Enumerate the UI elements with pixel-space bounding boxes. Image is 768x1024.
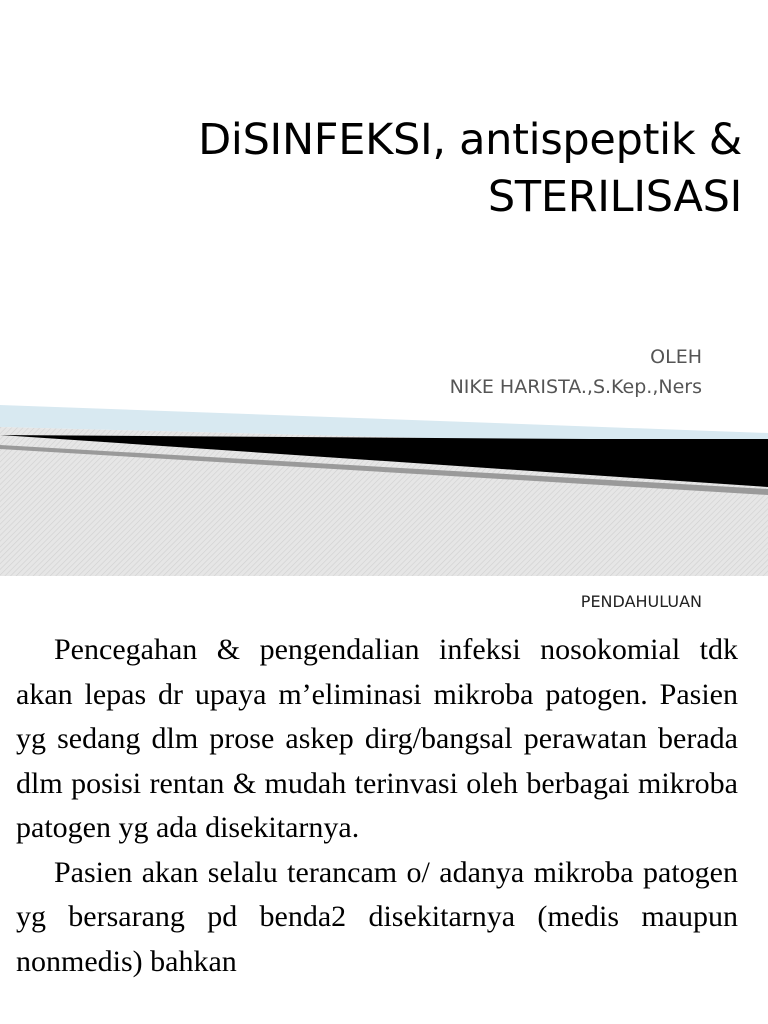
paragraph-1: Pencegahan & pengendalian infeksi nosokomial tdk akan lepas dr upaya m’eliminasi mikroba patogen. Pasien yg sedang dlm prose askep dirg/bangsal perawatan berada dlm posisi rentan & mudah terinvasi oleh berbagai mikroba patogen yg ada disekitarnya. bbox=[16, 633, 738, 844]
body-text bbox=[16, 628, 738, 984]
content-slide bbox=[0, 576, 768, 1024]
author-block bbox=[450, 342, 702, 402]
author-label: OLEH bbox=[650, 346, 702, 368]
slide-title-line-2: STERILISASI bbox=[487, 172, 742, 222]
decorative-bands-graphic bbox=[0, 405, 768, 576]
paragraph-2: Pasien akan selalu terancam o/ adanya mikroba patogen yg bersarang pd benda2 disekitarnya (medis maupun nonmedis) bahkan bbox=[16, 855, 738, 978]
slide-title-line-1: DiSINFEKSI, antispeptik & bbox=[198, 115, 742, 165]
section-heading: PENDAHULUAN bbox=[580, 592, 702, 611]
slide-title bbox=[42, 112, 742, 226]
author-name: NIKE HARISTA.,S.Kep.,Ners bbox=[449, 376, 702, 398]
